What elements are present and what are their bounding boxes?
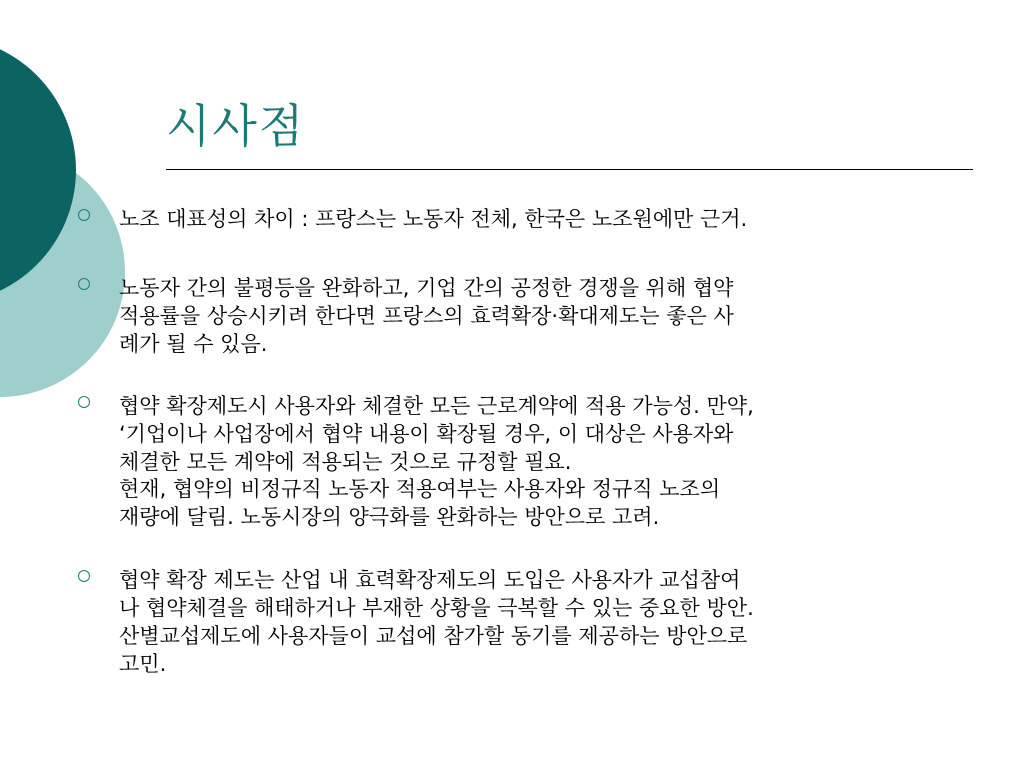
title-divider xyxy=(166,169,973,170)
hollow-circle-bullet-icon xyxy=(78,278,90,290)
bullet-text: 협약 확장제도시 사용자와 체결한 모든 근로계약에 적용 가능성. 만약, ‘기업이나 사업장에서 협약 내용이 확장될 경우, 이 대상은 사용자와 체결한 모든 계약에 적용되는 것으로 규정할 필요. xyxy=(119,394,754,474)
page-title: 시사점 xyxy=(166,99,306,153)
hollow-circle-bullet-icon xyxy=(78,570,90,582)
hollow-circle-bullet-icon xyxy=(78,209,90,221)
bullet-text: 협약 확장 제도는 산업 내 효력확장제도의 도입은 사용자가 교섭참여 나 협약체결을 해태하거나 부재한 상황을 극복할 수 있는 중요한 방안. 산별교섭제도에 사용자들이 교섭에 참가할 동기를 제공하는 방안으로 고민. xyxy=(119,568,754,676)
bullet-text: 노동자 간의 불평등을 완화하고, 기업 간의 공정한 경쟁을 위해 협약 적용률을 상승시키려 한다면 프랑스의 효력확장·확대제도는 좋은 사 례가 될 수 있음. xyxy=(119,276,734,356)
hollow-circle-bullet-icon xyxy=(78,396,90,408)
bullet-text: 노조 대표성의 차이 : 프랑스는 노동자 전체, 한국은 노조원에만 근거. xyxy=(119,207,748,231)
bullet-text: 현재, 협약의 비정규직 노동자 적용여부는 사용자와 정규직 노조의 재량에 달림. 노동시장의 양극화를 완화하는 방안으로 고려. xyxy=(119,477,721,529)
